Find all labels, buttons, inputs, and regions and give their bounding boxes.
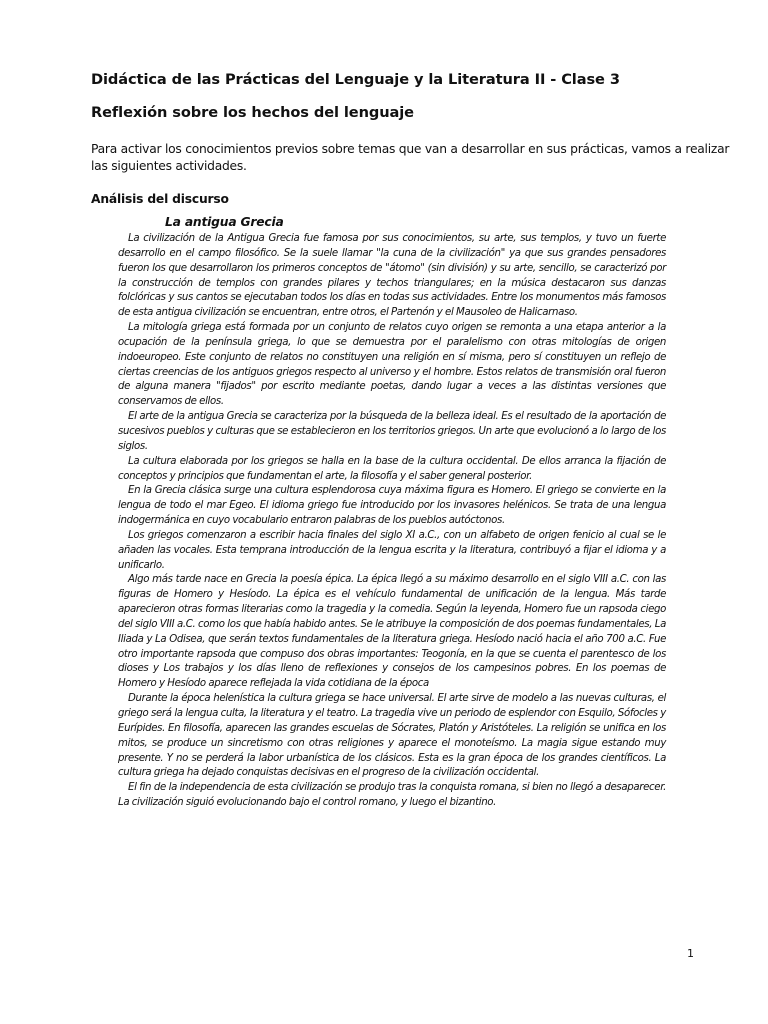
article-paragraph: El fin de la independencia de esta civilización se produjo tras la conquista romana, si bien no llegó a desaparecer. La civilización siguió evolucionando bajo el control romano, y luego el bizantino. <box>118 782 666 809</box>
article-paragraph: El arte de la antigua Grecia se caracteriza por la búsqueda de la belleza ideal. Es el resultado de la aportación de sucesivos pueblos y culturas que se establecieron en los territorios griegos. Un arte que evolucionó a lo largo de los siglos. <box>118 411 666 452</box>
article-body <box>118 232 666 811</box>
article-paragraph: La civilización de la Antigua Grecia fue famosa por sus conocimientos, su arte, sus templos, y tuvo un fuerte desarrollo en el campo filosófico. Se la suele llamar "la cuna de la civilización" ya que sus grandes pensadores fueron los que desarrollaron los primeros conceptos de "átomo" (sin división) y su arte, sencillo, se caracterizó por la construcción de templos con grandes pilares y techos triangulares; en la música destacaron sus danzas folclóricas y sus cantos se ejecutaban todos los días en todas sus actividades. Entre los monumentos más famosos de esta antigua civilización se encuentran, entre otros, el Partenón y el Mausoleo de Halicarnaso. <box>118 233 666 319</box>
intro-line: las siguientes actividades. <box>91 159 247 173</box>
article-paragraph: La mitología griega está formada por un conjunto de relatos cuyo origen se remonta a una etapa anterior a la ocupación de la península griega, lo que se demuestra por el paralelismo con otras mitologías de origen indoeuropeo. Este conjunto de relatos no constituyen una religión en sí misma, pero sí constituyen un reflejo de ciertas creencias de los antiguos griegos respecto al universo y el hombre. Estos relatos de transmisión oral fueron de alguna manera "fijados" por escrito mediante poetas, dando lugar a veces a las distintas versiones que conservamos de ellos. <box>118 322 666 408</box>
article-paragraph: Durante la época helenística la cultura griega se hace universal. El arte sirve de modelo a las nuevas culturas, el griego será la lengua culta, la literatura y el teatro. La tragedia vive un periodo de esplendor con Esquilo, Sófocles y Eurípides. En filosofía, aparecen las grandes escuelas de Sócrates, Platón y Aristóteles. La religión se unifica en los mitos, se produce un sincretismo con otras religiones y aparece el monoteísmo. La magia sigue estando muy presente. Y no se perderá la labor urbanística de los clásicos. Esta es la gran época de los grandes científicos. La cultura griega ha dejado conquistas decisivas en el progreso de la civilización occidental. <box>118 693 666 779</box>
section-heading: Análisis del discurso <box>91 192 229 206</box>
document-subtitle: Reflexión sobre los hechos del lenguaje <box>91 104 414 121</box>
article-title: La antigua Grecia <box>165 215 284 229</box>
page-number: 1 <box>687 947 694 960</box>
article-paragraph: En la Grecia clásica surge una cultura esplendorosa cuya máxima figura es Homero. El griego se convierte en la lengua de todo el mar Egeo. El idioma griego fue introducido por los invasores helénicos. Se trata de una lengua indogermánica en cuyo vocabulario entraron palabras de los pueblos autóctonos. <box>118 485 666 527</box>
article-paragraph: La cultura elaborada por los griegos se halla en la base de la cultura occidental. De ellos arranca la fijación de conceptos y principios que fundamentan el arte, la filosofía y el saber general posterior. <box>118 455 666 482</box>
document-title: Didáctica de las Prácticas del Lenguaje y la Literatura II - Clase 3 <box>91 71 620 88</box>
intro-line: Para activar los conocimientos previos sobre temas que van a desarrollar en sus prácticas, vamos a realizar <box>91 142 730 156</box>
intro-text <box>91 141 730 175</box>
article-paragraph: Algo más tarde nace en Grecia la poesía épica. La épica llegó a su máximo desarrollo en el siglo VIII a.C. con las figuras de Homero y Hesíodo. La épica es el vehículo fundamental de unificación de la lengua. Más tarde aparecieron otras formas literarias como la tragedia y la comedia. Según la leyenda, Homero fue un rapsoda ciego del siglo VIII a.C. como los que había habido antes. Se le atribuye la composición de dos poemas fundamentales, La Iliada y La Odisea, que serán textos fundamentales de la literatura griega. Hesíodo nació hacia el año 700 a.C. Fue otro importante rapsoda que compuso dos obras importantes: Teogonía, en la que se cuenta el parentesco de los dioses y Los trabajos y los días lleno de reflexiones y consejos de los campesinos pobres. En los poemas de Homero y Hesíodo aparece reflejada la vida cotidiana de la época <box>118 574 666 690</box>
article-paragraph: Los griegos comenzaron a escribir hacia finales del siglo XI a.C., con un alfabeto de origen fenicio al cual se le añaden las vocales. Esta temprana introducción de la lengua escrita y la literatura, contribuyó a fijar el idioma y a unificarlo. <box>118 529 666 571</box>
